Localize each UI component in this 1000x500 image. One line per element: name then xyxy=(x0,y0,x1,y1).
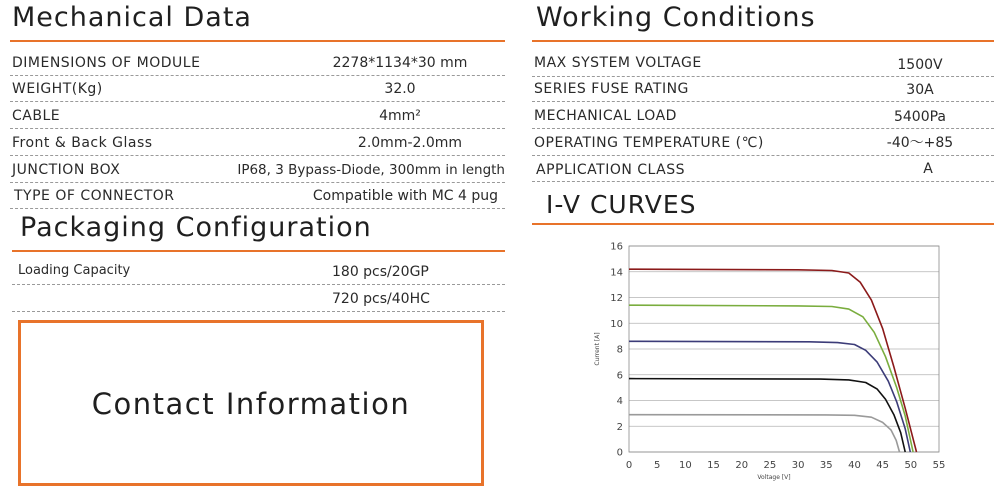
mech-label-cable: CABLE xyxy=(12,108,61,124)
mech-row-separator xyxy=(10,208,505,209)
iv-curve-line-3 xyxy=(629,341,910,452)
iv-heading-rule xyxy=(532,223,994,225)
x-tick-label: 50 xyxy=(904,460,918,471)
packaging-row-separator xyxy=(12,284,505,285)
packaging-heading: Packaging Configuration xyxy=(20,212,372,243)
work-label-max-voltage: MAX SYSTEM VOLTAGE xyxy=(534,55,702,71)
mech-label-glass: Front & Back Glass xyxy=(12,135,153,151)
x-tick-label: 35 xyxy=(819,460,833,471)
mech-row-separator xyxy=(10,128,505,129)
iv-curve-line-5 xyxy=(629,415,900,452)
packaging-heading-rule xyxy=(12,250,505,252)
work-value-application-class: A xyxy=(923,161,933,177)
work-row-separator xyxy=(532,155,994,156)
mech-label-junction-box: JUNCTION BOX xyxy=(12,162,121,178)
mechanical-data-heading: Mechanical Data xyxy=(12,2,252,33)
mech-row-separator xyxy=(10,75,505,76)
mech-value-glass: 2.0mm-2.0mm xyxy=(357,135,463,151)
mech-row-separator xyxy=(10,155,505,156)
work-row-separator xyxy=(532,101,994,102)
y-axis-ticks xyxy=(610,242,623,459)
x-tick-label: 10 xyxy=(678,460,692,471)
mech-row-separator xyxy=(10,101,505,102)
packaging-value-40hc: 720 pcs/40HC xyxy=(332,291,430,307)
mech-value-cable: 4mm² xyxy=(379,108,421,124)
work-row-separator xyxy=(532,128,994,129)
y-tick-label: 0 xyxy=(616,447,623,459)
x-tick-label: 25 xyxy=(763,460,777,471)
x-tick-label: 55 xyxy=(932,460,946,471)
contact-information-box xyxy=(18,320,484,486)
y-tick-label: 12 xyxy=(610,293,623,304)
iv-curves-chart xyxy=(560,230,970,498)
x-tick-label: 0 xyxy=(625,460,633,471)
x-axis-title: Voltage [V] xyxy=(757,474,791,481)
packaging-row-separator xyxy=(12,311,505,312)
work-label-application-class: APPLICATION CLASS xyxy=(536,162,686,178)
y-axis-title: Current [A] xyxy=(594,332,601,366)
work-value-mechanical-load: 5400Pa xyxy=(893,109,947,125)
work-row-separator xyxy=(532,76,994,77)
packaging-value-20gp: 180 pcs/20GP xyxy=(332,264,429,280)
x-tick-label: 20 xyxy=(735,460,749,471)
y-tick-label: 8 xyxy=(616,344,623,356)
y-tick-label: 4 xyxy=(616,396,623,407)
chart-gridlines xyxy=(629,246,939,452)
packaging-label-loading: Loading Capacity xyxy=(18,263,131,278)
x-axis-ticks xyxy=(626,460,946,471)
y-tick-label: 10 xyxy=(610,318,623,330)
y-tick-label: 6 xyxy=(616,370,623,382)
mech-label-dimensions: DIMENSIONS OF MODULE xyxy=(12,55,201,71)
x-tick-label: 5 xyxy=(653,460,661,471)
mech-value-dimensions: 2278*1134*30 mm xyxy=(332,55,468,71)
mech-value-connector: Compatible with MC 4 pug xyxy=(312,188,498,204)
x-tick-label: 30 xyxy=(791,460,805,471)
x-tick-label: 40 xyxy=(848,460,861,471)
contact-information-text: Contact Information xyxy=(91,387,411,421)
chart-series-group xyxy=(629,269,917,452)
work-label-mechanical-load: MECHANICAL LOAD xyxy=(534,108,677,124)
x-tick-label: 45 xyxy=(876,460,890,471)
working-conditions-heading: Working Conditions xyxy=(536,2,816,33)
mech-row-separator xyxy=(10,182,505,183)
mech-label-weight: WEIGHT(Kg) xyxy=(12,81,103,97)
mech-value-junction-box: IP68, 3 Bypass-Diode, 300mm in length xyxy=(237,162,505,178)
y-tick-label: 2 xyxy=(616,421,623,433)
mech-label-connector: TYPE OF CONNECTOR xyxy=(14,188,175,204)
y-tick-label: 16 xyxy=(610,241,623,253)
work-label-operating-temp: OPERATING TEMPERATURE (℃) xyxy=(534,135,764,151)
work-value-fuse-rating: 30A xyxy=(906,82,934,98)
work-value-max-voltage: 1500V xyxy=(897,57,943,73)
y-tick-label: 14 xyxy=(610,267,623,279)
x-tick-label: 15 xyxy=(707,460,720,471)
working-heading-rule xyxy=(532,40,994,42)
mech-value-weight: 32.0 xyxy=(384,81,416,97)
work-value-operating-temp: -40～+85 xyxy=(886,135,954,151)
work-row-separator xyxy=(532,181,994,182)
iv-curve-line-1 xyxy=(629,269,917,452)
work-label-fuse-rating: SERIES FUSE RATING xyxy=(534,81,689,97)
iv-curves-heading: I-V CURVES xyxy=(546,190,697,219)
mechanical-heading-rule xyxy=(10,40,505,42)
